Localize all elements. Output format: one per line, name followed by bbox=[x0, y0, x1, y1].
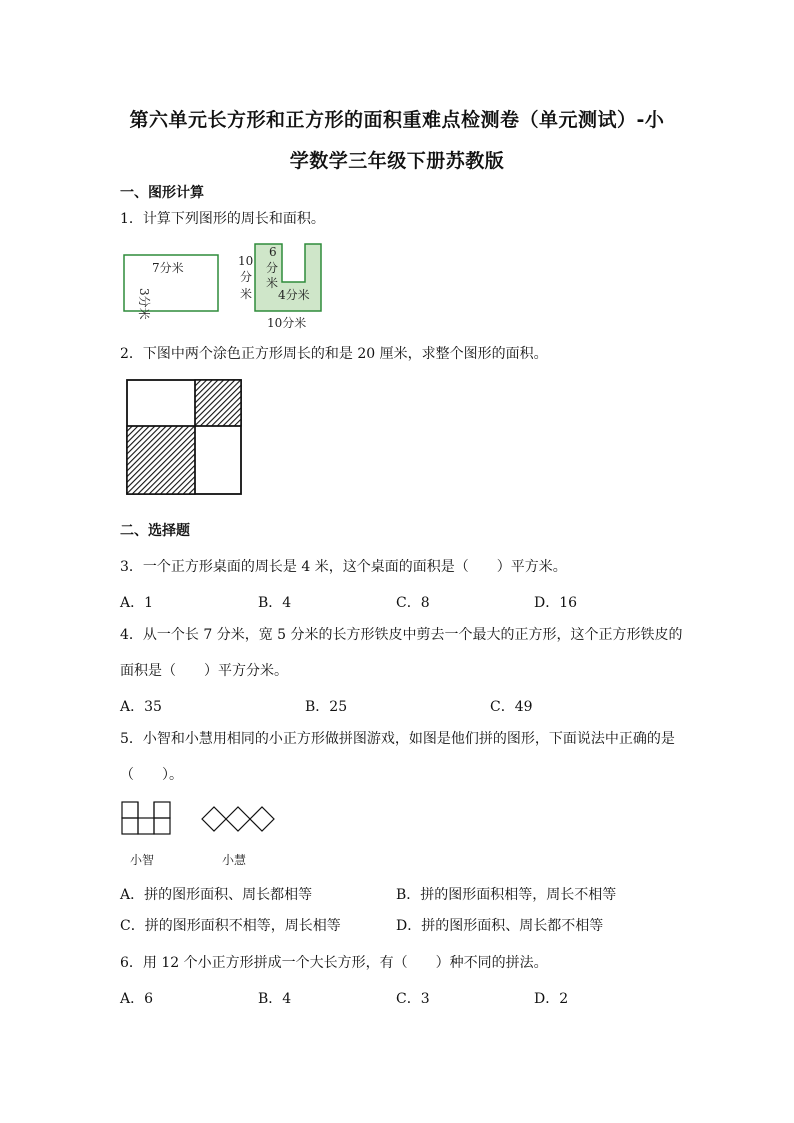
rect-width-label: 7分米 bbox=[152, 261, 184, 275]
q6-option-b[interactable]: B．4 bbox=[258, 991, 292, 1007]
question-4-line2: 面积是（ ）平方分米。 bbox=[120, 663, 288, 679]
shaded-large-square bbox=[127, 426, 195, 494]
q5-option-c[interactable]: C．拼的图形面积不相等，周长相等 bbox=[120, 918, 341, 934]
q4-option-c[interactable]: C．49 bbox=[490, 699, 533, 715]
q3-option-c[interactable]: C．8 bbox=[396, 595, 430, 611]
u-left-label-1: 10 bbox=[238, 254, 254, 268]
question-2: 2．下图中两个涂色正方形周长的和是 20 厘米，求整个图形的面积。 bbox=[120, 346, 548, 362]
page-title-line2: 学数学三年级下册苏教版 bbox=[289, 150, 505, 172]
xiaohui-shape bbox=[202, 807, 274, 831]
question-5-line2: （ ）。 bbox=[120, 767, 183, 783]
xiaozhi-caption: 小智 bbox=[130, 853, 155, 867]
shaded-small-square bbox=[195, 380, 241, 426]
xiaozhi-shape bbox=[122, 802, 170, 834]
q4-option-a[interactable]: A．35 bbox=[120, 699, 162, 715]
figure-1 bbox=[118, 238, 328, 333]
q5-option-a[interactable]: A．拼的图形面积、周长都相等 bbox=[120, 887, 313, 903]
rect-height-label: 3分米 bbox=[137, 288, 151, 320]
q3-option-b[interactable]: B．4 bbox=[258, 595, 292, 611]
u-left-label-3: 米 bbox=[240, 287, 253, 301]
u-inner-width-label: 4分米 bbox=[278, 288, 310, 302]
q3-option-d[interactable]: D．16 bbox=[534, 595, 578, 611]
u-inner-label-2: 分 bbox=[266, 261, 279, 275]
u-inner-label-3: 米 bbox=[266, 276, 279, 290]
u-bottom-label: 10分米 bbox=[267, 316, 307, 330]
u-inner-label-1: 6 bbox=[269, 245, 277, 259]
q6-option-a[interactable]: A．6 bbox=[120, 991, 154, 1007]
question-5-line1: 5．小智和小慧用相同的小正方形做拼图游戏，如图是他们拼的图形，下面说法中正确的是 bbox=[120, 731, 675, 747]
q6-option-d[interactable]: D．2 bbox=[534, 991, 569, 1007]
q5-option-b[interactable]: B．拼的图形面积相等，周长不相等 bbox=[396, 887, 617, 903]
figure-2 bbox=[124, 377, 246, 499]
question-6: 6．用 12 个小正方形拼成一个大长方形，有（ ）种不同的拼法。 bbox=[120, 955, 548, 971]
q3-option-a[interactable]: A．1 bbox=[120, 595, 154, 611]
question-1: 1．计算下列图形的周长和面积。 bbox=[120, 211, 325, 227]
figure-5 bbox=[118, 798, 278, 870]
xiaohui-caption: 小慧 bbox=[222, 853, 247, 867]
q6-option-c[interactable]: C．3 bbox=[396, 991, 430, 1007]
question-4-line1: 4．从一个长 7 分米，宽 5 分米的长方形铁皮中剪去一个最大的正方形，这个正方形铁皮的 bbox=[120, 627, 683, 643]
section-heading-multiple-choice: 二、选择题 bbox=[120, 523, 190, 539]
q5-option-d[interactable]: D．拼的图形面积、周长都不相等 bbox=[396, 918, 604, 934]
question-3: 3．一个正方形桌面的周长是 4 米，这个桌面的面积是（ ）平方米。 bbox=[120, 559, 567, 575]
u-left-label-2: 分 bbox=[240, 270, 253, 284]
page-title-line1: 第六单元长方形和正方形的面积重难点检测卷（单元测试）-小 bbox=[129, 109, 665, 131]
section-heading-figure-calculation: 一、图形计算 bbox=[120, 185, 204, 201]
q4-option-b[interactable]: B．25 bbox=[305, 699, 348, 715]
